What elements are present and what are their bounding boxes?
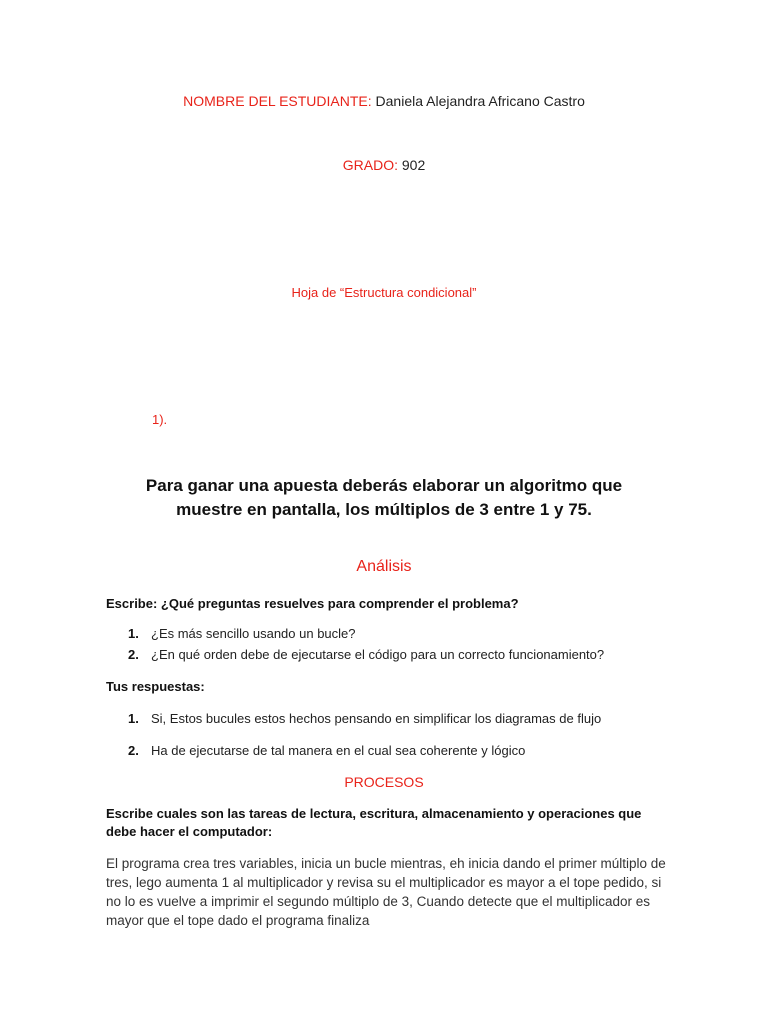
answers-prompt: Tus respuestas: [106,679,205,694]
item-number: 2. [128,743,139,758]
item-number: 1. [128,711,139,726]
processes-heading: PROCESOS [344,774,424,790]
question-number: 1). [152,412,168,427]
analysis-heading: Análisis [356,558,412,575]
grade-value: 902 [401,157,426,173]
student-name-line [0,93,768,109]
problem-statement: Para ganar una apuesta deberás elaborar un algoritmo que muestre en pantalla, los múltiplos de 3 entre 1 y 75. [145,476,623,519]
sheet-title: Hoja de “Estructura condicional” [291,285,477,300]
item-number: 2. [128,647,139,662]
item-text: Ha de ejecutarse de tal manera en el cual sea coherente y lógico [151,743,526,758]
grade-line [0,157,768,173]
item-text: ¿Es más sencillo usando un bucle? [151,626,356,641]
student-name: Daniela Alejandra Africano Castro [375,93,585,109]
item-number: 1. [128,626,139,641]
item-text: Si, Estos bucules estos hechos pensando en simplificar los diagramas de flujo [151,711,602,726]
grade-label: GRADO: [342,157,398,173]
student-label: NOMBRE DEL ESTUDIANTE: [183,93,372,109]
item-text: ¿En qué orden debe de ejecutarse el código para un correcto funcionamiento? [151,647,605,662]
questions-prompt: Escribe: ¿Qué preguntas resuelves para comprender el problema? [106,596,519,611]
tasks-prompt: Escribe cuales son las tareas de lectura, escritura, almacenamiento y operaciones que debe hacer el computador: [106,806,642,839]
processes-answer: El programa crea tres variables, inicia un bucle mientras, eh inicia dando el primer múltiplo de tres, lego aumenta 1 al multiplicador y revisa su el multiplicador es mayor a el tope pedido, si no lo es vuelve a imprimir el segundo múltiplo de 3, Cuando detecte que el multiplicador es mayor que el tope dado el programa finaliza [106,856,666,928]
